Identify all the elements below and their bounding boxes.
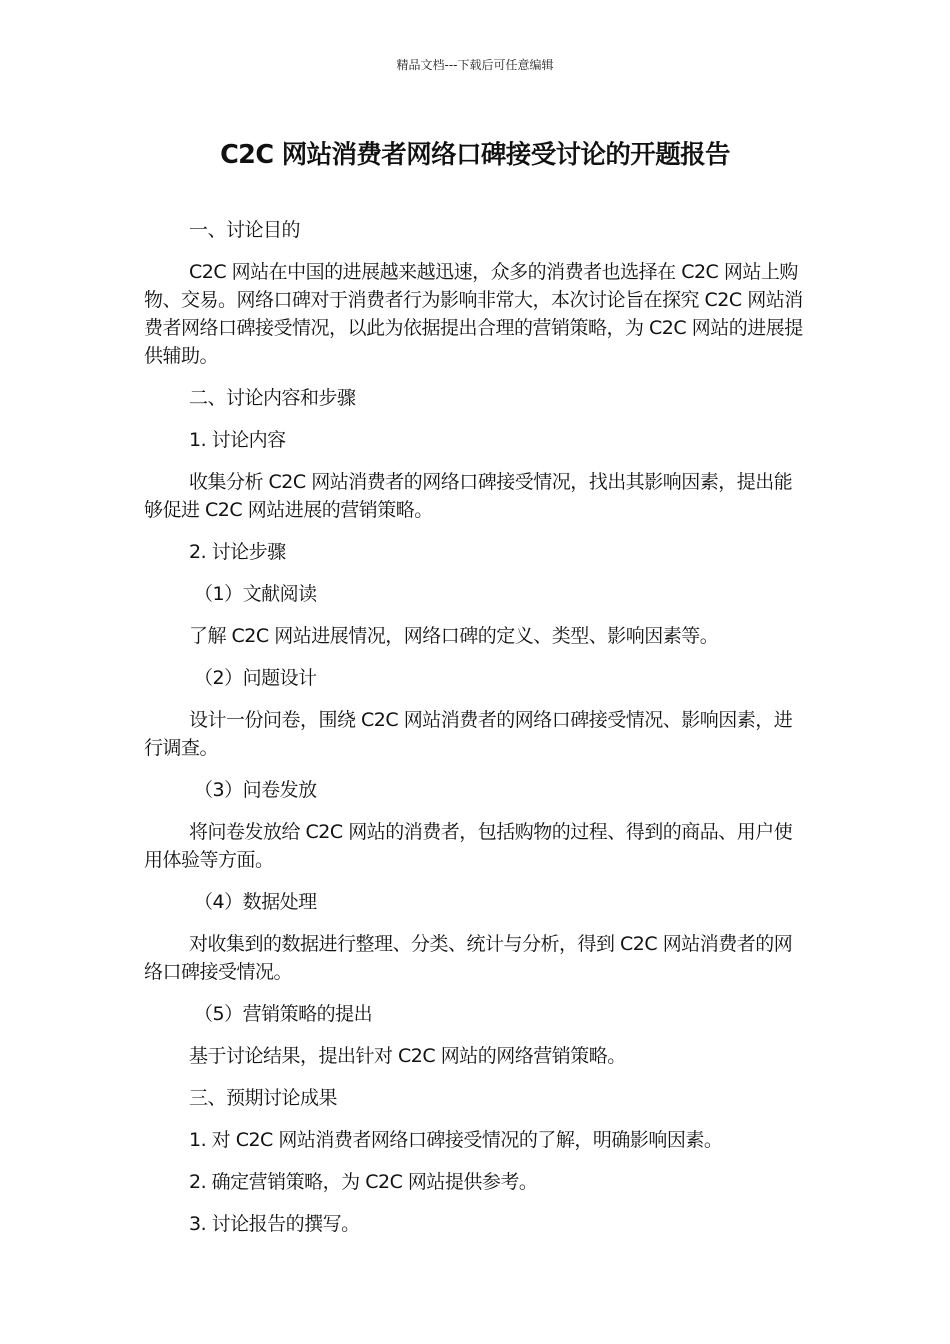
- outcome-item-1: 1. 对 C2C 网站消费者网络口碑接受情况的了解，明确影响因素。: [189, 1129, 723, 1151]
- subheading-steps: 2. 讨论步骤: [189, 541, 286, 563]
- step-text-data-processing: 对收集到的数据进行整理、分类、统计与分析，得到 C2C 网站消费者的网络口碑接受情况。: [144, 933, 793, 983]
- page-header: 精品文档---下载后可任意编辑: [396, 58, 554, 72]
- step-heading-question-design: （2）问题设计: [194, 667, 317, 689]
- step-heading-literature: （1）文献阅读: [194, 583, 317, 605]
- document-body: [144, 216, 806, 1252]
- step-text-distribution: 将问卷发放给 C2C 网站的消费者，包括购物的过程、得到的商品、用户使用体验等方面。: [144, 821, 793, 871]
- subheading-content: 1. 讨论内容: [189, 429, 286, 451]
- step-heading-marketing: （5）营销策略的提出: [194, 1003, 373, 1025]
- section-heading-purpose: 一、讨论目的: [189, 219, 301, 241]
- section-heading-outcomes: 三、预期讨论成果: [189, 1087, 338, 1109]
- step-heading-data-processing: （4）数据处理: [194, 891, 317, 913]
- step-text-question-design: 设计一份问卷，围绕 C2C 网站消费者的网络口碑接受情况、影响因素，进行调查。: [144, 709, 793, 759]
- outcome-item-3: 3. 讨论报告的撰写。: [189, 1213, 360, 1235]
- paragraph-content: 收集分析 C2C 网站消费者的网络口碑接受情况，找出其影响因素，提出能够促进 C2C 网站进展的营销策略。: [144, 471, 793, 521]
- step-heading-distribution: （3）问卷发放: [194, 779, 317, 801]
- step-text-marketing: 基于讨论结果，提出针对 C2C 网站的网络营销策略。: [189, 1045, 626, 1067]
- paragraph-purpose: C2C 网站在中国的进展越来越迅速，众多的消费者也选择在 C2C 网站上购物、交易。网络口碑对于消费者行为影响非常大，本次讨论旨在探究 C2C 网站消费者网络口碑接受情况，以此为依据提出合理的营销策略，为 C2C 网站的进展提供辅助。: [144, 261, 803, 367]
- section-heading-content-steps: 二、讨论内容和步骤: [189, 387, 356, 409]
- document-title: C2C 网站消费者网络口碑接受讨论的开题报告: [220, 140, 730, 170]
- step-text-literature: 了解 C2C 网站进展情况，网络口碑的定义、类型、影响因素等。: [189, 625, 719, 647]
- outcome-item-2: 2. 确定营销策略，为 C2C 网站提供参考。: [189, 1171, 538, 1193]
